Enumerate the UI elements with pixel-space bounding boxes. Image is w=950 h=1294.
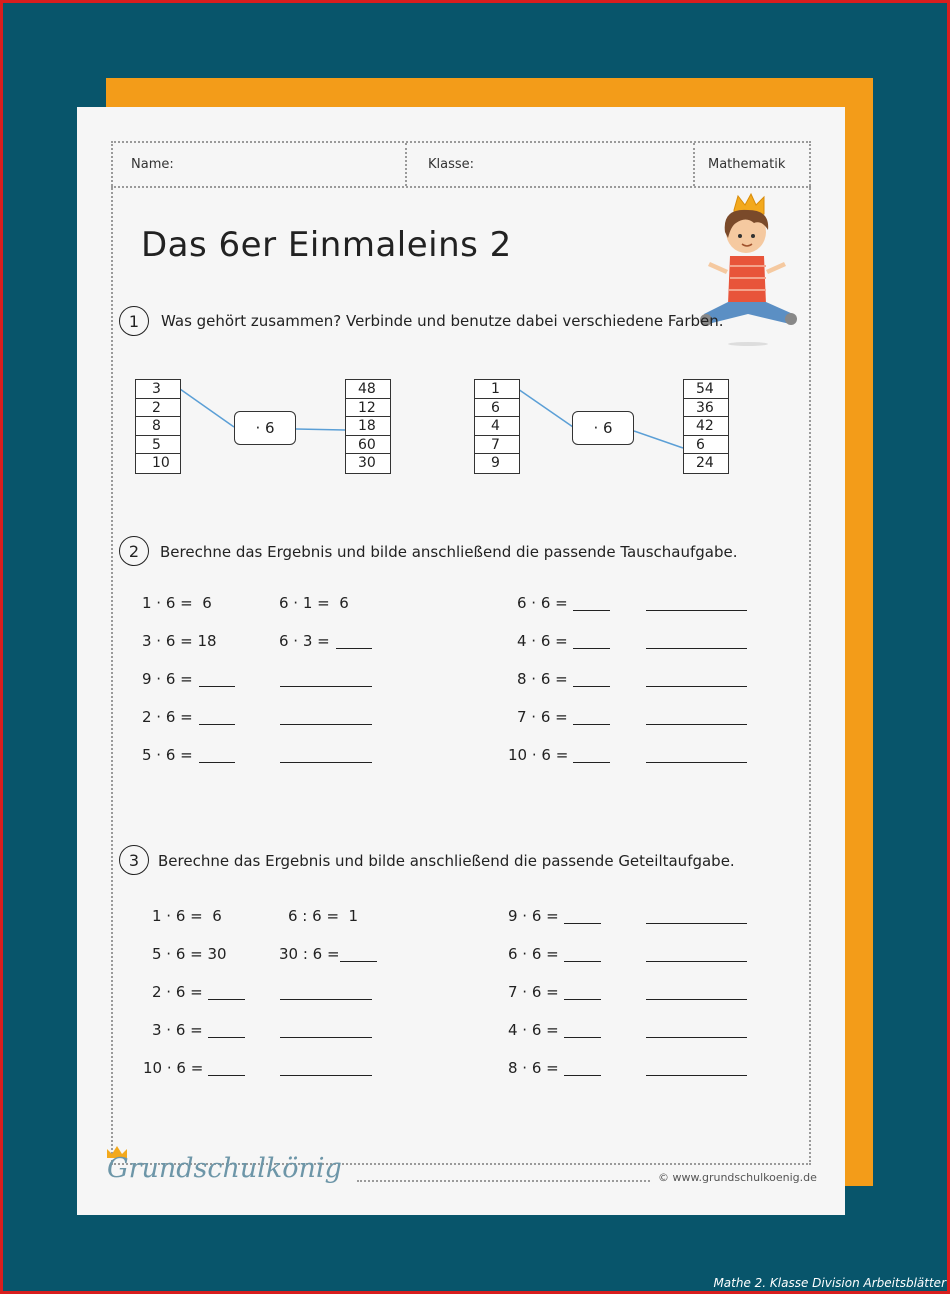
name-label: Name: xyxy=(131,157,174,172)
answer-line[interactable] xyxy=(646,961,747,962)
equation: 3 · 6 = 18 xyxy=(142,632,217,650)
output-column xyxy=(683,379,729,474)
input-cell: 4 xyxy=(475,417,519,436)
answer-line[interactable] xyxy=(280,1037,372,1038)
task-number: 1 xyxy=(119,306,149,336)
equation: 7 · 6 = xyxy=(517,708,568,726)
answer-blank[interactable] xyxy=(564,999,601,1000)
equation: 2 · 6 = xyxy=(152,983,203,1001)
input-cell: 3 xyxy=(136,380,180,399)
output-cell: 30 xyxy=(358,455,376,472)
equation: 4 · 6 = xyxy=(508,1021,559,1039)
answer-blank[interactable] xyxy=(208,1037,245,1038)
answer-line[interactable] xyxy=(646,762,747,763)
equation: 9 · 6 = xyxy=(142,670,193,688)
output-cell: 60 xyxy=(346,436,390,455)
equation: 5 · 6 = xyxy=(142,746,193,764)
operator-box: · 6 xyxy=(234,411,296,445)
footer-dots xyxy=(357,1180,650,1182)
output-cell: 12 xyxy=(346,399,390,418)
answer-blank[interactable] xyxy=(199,762,235,763)
equation: 1 · 6 = 6 xyxy=(142,594,212,612)
answer-blank[interactable] xyxy=(340,961,377,962)
equation: 6 · 1 = 6 xyxy=(279,594,349,612)
equation: 6 · 3 = xyxy=(279,632,330,650)
task-instruction: Berechne das Ergebnis und bilde anschließend die passende Geteiltaufgabe. xyxy=(158,852,735,870)
subject-label: Mathematik xyxy=(708,157,786,172)
equation: 9 · 6 = xyxy=(508,907,559,925)
output-column xyxy=(345,379,391,474)
answer-blank[interactable] xyxy=(564,1075,601,1076)
equation: 30 : 6 = xyxy=(279,945,340,963)
answer-line[interactable] xyxy=(646,1075,747,1076)
equation: 2 · 6 = xyxy=(142,708,193,726)
answer-line[interactable] xyxy=(646,999,747,1000)
answer-line[interactable] xyxy=(280,724,372,725)
input-cell: 8 xyxy=(136,417,180,436)
equation: 7 · 6 = xyxy=(508,983,559,1001)
answer-blank[interactable] xyxy=(564,1037,601,1038)
answer-blank[interactable] xyxy=(199,724,235,725)
input-cell: 10 xyxy=(152,455,170,472)
answer-blank[interactable] xyxy=(573,724,610,725)
answer-blank[interactable] xyxy=(573,648,610,649)
answer-line[interactable] xyxy=(280,999,372,1000)
answer-blank[interactable] xyxy=(208,999,245,1000)
answer-blank[interactable] xyxy=(564,923,601,924)
answer-line[interactable] xyxy=(280,762,372,763)
output-cell: 36 xyxy=(684,399,728,418)
brand-logo: Grundschulkönig xyxy=(107,1153,342,1184)
answer-line[interactable] xyxy=(646,923,747,924)
input-cell: 6 xyxy=(475,399,519,418)
operator-box: · 6 xyxy=(572,411,634,445)
equation: 3 · 6 = xyxy=(152,1021,203,1039)
input-column xyxy=(135,379,181,474)
output-cell: 6 xyxy=(684,436,728,455)
equation: 10 · 6 = xyxy=(508,746,569,764)
task-number: 2 xyxy=(119,536,149,566)
input-column xyxy=(474,379,520,474)
answer-blank[interactable] xyxy=(564,961,601,962)
task-instruction: Berechne das Ergebnis und bilde anschließend die passende Tauschaufgabe. xyxy=(160,543,738,561)
class-label: Klasse: xyxy=(428,157,475,172)
answer-blank[interactable] xyxy=(208,1075,245,1076)
input-cell: 2 xyxy=(136,399,180,418)
task-number: 3 xyxy=(119,845,149,875)
equation: 1 · 6 = 6 xyxy=(152,907,222,925)
output-cell: 24 xyxy=(696,455,714,472)
answer-blank[interactable] xyxy=(573,686,610,687)
equation: 8 · 6 = xyxy=(508,1059,559,1077)
equation: 8 · 6 = xyxy=(517,670,568,688)
output-cell: 18 xyxy=(346,417,390,436)
answer-blank[interactable] xyxy=(573,762,610,763)
equation: 6 · 6 = xyxy=(517,594,568,612)
equation: 6 : 6 = 1 xyxy=(288,907,359,925)
equation: 5 · 6 = 30 xyxy=(152,945,227,963)
answer-line[interactable] xyxy=(280,1075,372,1076)
equation: 6 · 6 = xyxy=(508,945,559,963)
answer-blank[interactable] xyxy=(573,610,610,611)
input-cell: 1 xyxy=(475,380,519,399)
page-title: Das 6er Einmaleins 2 xyxy=(141,225,512,265)
output-cell: 54 xyxy=(684,380,728,399)
answer-line[interactable] xyxy=(646,648,747,649)
input-cell: 9 xyxy=(491,455,500,472)
answer-line[interactable] xyxy=(646,686,747,687)
output-cell: 48 xyxy=(346,380,390,399)
input-cell: 7 xyxy=(475,436,519,455)
equation: 4 · 6 = xyxy=(517,632,568,650)
image-caption: Mathe 2. Klasse Division Arbeitsblätter xyxy=(713,1276,946,1290)
answer-line[interactable] xyxy=(646,1037,747,1038)
input-cell: 5 xyxy=(136,436,180,455)
answer-blank[interactable] xyxy=(199,686,235,687)
answer-line[interactable] xyxy=(646,610,747,611)
output-cell: 42 xyxy=(684,417,728,436)
answer-line[interactable] xyxy=(646,724,747,725)
answer-blank[interactable] xyxy=(336,648,372,649)
task-instruction: Was gehört zusammen? Verbinde und benutze dabei verschiedene Farben. xyxy=(161,312,724,330)
equation: 10 · 6 = xyxy=(143,1059,204,1077)
website-link[interactable]: © www.grundschulkoenig.de xyxy=(658,1171,817,1184)
answer-line[interactable] xyxy=(280,686,372,687)
connection-lines xyxy=(0,0,950,600)
